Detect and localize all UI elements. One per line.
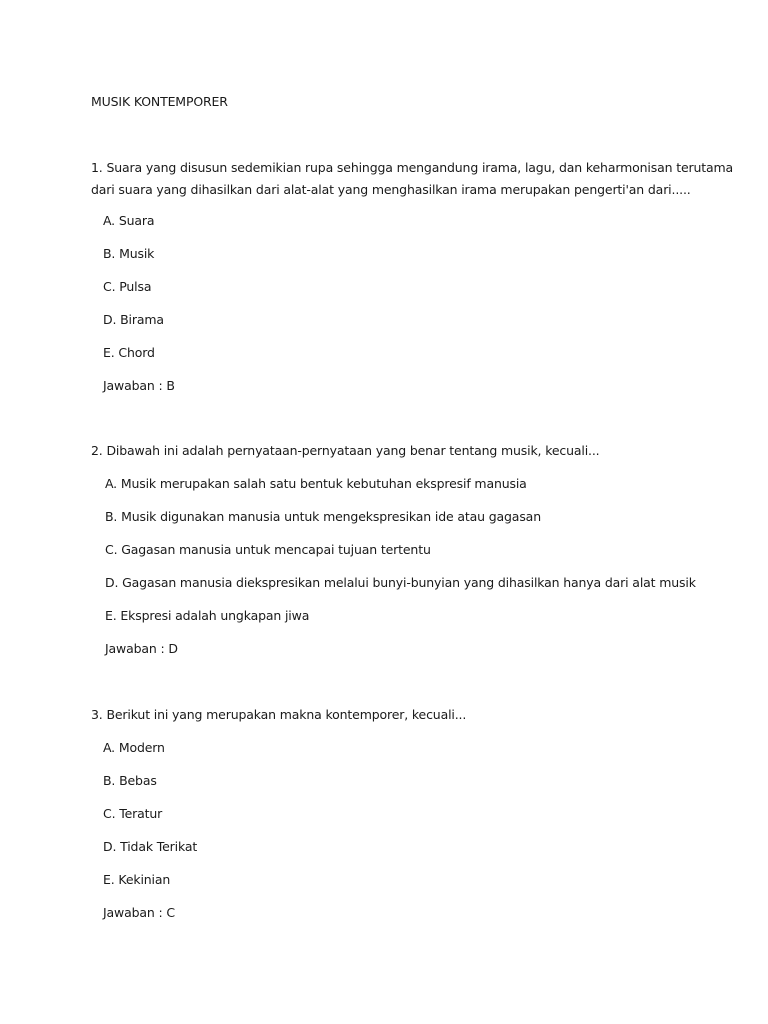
- option-d: D. Birama: [103, 312, 164, 327]
- answer-text: Jawaban : D: [105, 641, 178, 656]
- option-b: B. Bebas: [103, 773, 157, 788]
- option-c: C. Pulsa: [103, 279, 152, 294]
- option-d: D. Tidak Terikat: [103, 839, 198, 854]
- option-b: B. Musik digunakan manusia untuk mengekspresikan ide atau gagasan: [105, 509, 541, 524]
- question-stem-line: 3. Berikut ini yang merupakan makna kontemporer, kecuali...: [91, 707, 467, 722]
- option-e: E. Chord: [103, 345, 155, 360]
- question-stem-line: dari suara yang dihasilkan dari alat-alat yang menghasilkan irama merupakan pengerti'an dari.....: [91, 182, 691, 197]
- question-stem-line: 1. Suara yang disusun sedemikian rupa sehingga mengandung irama, lagu, dan keharmonisan terutama: [91, 160, 734, 175]
- option-c: C. Teratur: [103, 806, 163, 821]
- option-c: C. Gagasan manusia untuk mencapai tujuan tertentu: [105, 542, 431, 557]
- document-title: MUSIK KONTEMPORER: [91, 94, 228, 109]
- answer-text: Jawaban : B: [103, 378, 175, 393]
- option-e: E. Ekspresi adalah ungkapan jiwa: [105, 608, 310, 623]
- option-e: E. Kekinian: [103, 872, 171, 887]
- option-d: D. Gagasan manusia diekspresikan melalui bunyi-bunyian yang dihasilkan hanya dari alat musik: [105, 575, 696, 590]
- question-stem-line: 2. Dibawah ini adalah pernyataan-pernyataan yang benar tentang musik, kecuali...: [91, 443, 600, 458]
- option-a: A. Musik merupakan salah satu bentuk kebutuhan ekspresif manusia: [105, 476, 527, 491]
- option-a: A. Suara: [103, 213, 155, 228]
- option-b: B. Musik: [103, 246, 155, 261]
- answer-text: Jawaban : C: [103, 905, 175, 920]
- option-a: A. Modern: [103, 740, 165, 755]
